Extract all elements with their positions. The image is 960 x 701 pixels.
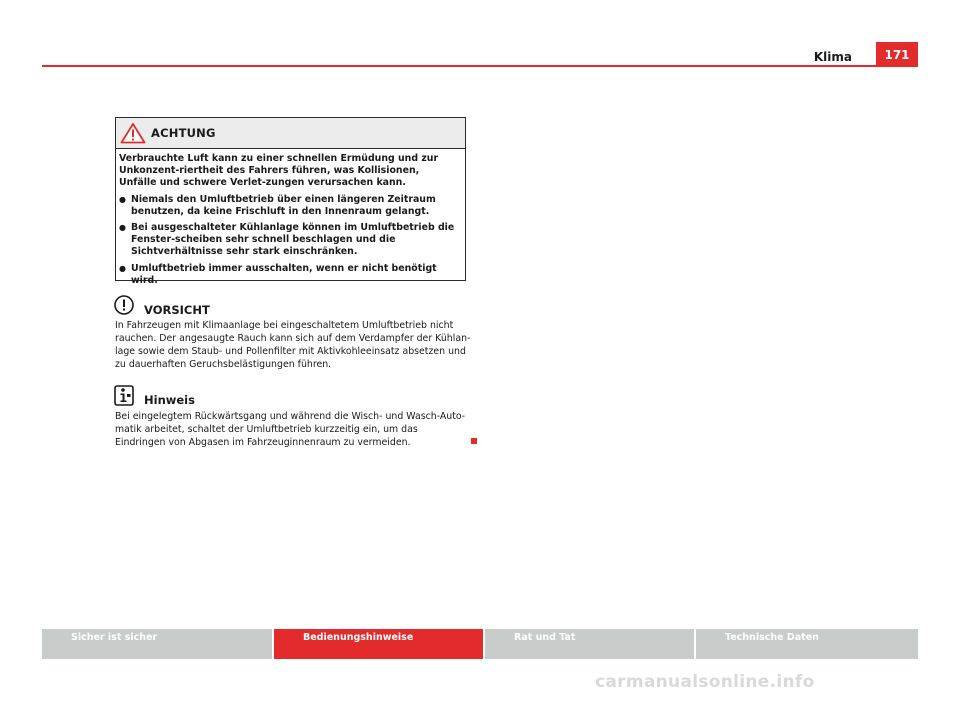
caution-title: VORSICHT [144, 303, 210, 317]
list-item [119, 222, 459, 259]
watermark-text: carmanualsonline.info [595, 672, 815, 692]
bullet-text: Bei ausgeschalteter Kühlanlage können im Umluftbetrieb die Fenster-scheiben sehr schnell beschlagen und die Sichtverhältnisse sehr stark einschränken. [131, 222, 455, 258]
warning-title: ACHTUNG [151, 126, 216, 140]
nav-tab-sicher-ist-sicher[interactable]: Sicher ist sicher [42, 629, 272, 659]
warning-header [116, 118, 465, 149]
bullet-dot: ● [119, 194, 126, 204]
bullet-dot: ● [119, 223, 126, 233]
list-item [119, 194, 459, 218]
warning-box [115, 117, 466, 286]
info-note-icon [114, 385, 134, 406]
caution-exclamation-icon [114, 295, 134, 315]
warning-triangle-icon [120, 122, 146, 144]
bullet-text: Niemals den Umluftbetrieb über einen längeren Zeitraum benutzen, da keine Frischluft in den Innenraum gelangt. [131, 193, 436, 217]
header-rule [42, 65, 918, 67]
list-item [119, 263, 459, 287]
section-end-marker [471, 438, 477, 444]
warning-intro: Verbrauchte Luft kann zu einer schnellen Ermüdung und zur Unkonzent-riertheit des Fahrers führen, was Kollisionen, Unfälle und schwere Verlet-zungen verursachen kann. [119, 153, 439, 189]
page-number-badge: 171 [876, 42, 918, 67]
section-title: Klima [813, 50, 852, 64]
warning-body [116, 149, 465, 287]
bullet-dot: ● [119, 263, 126, 273]
nav-tab-rat-und-tat[interactable]: Rat und Tat [485, 629, 694, 659]
caution-text: In Fahrzeugen mit Klimaanlage bei eingeschaltetem Umluftbetrieb nicht rauchen. Der angesaugte Rauch kann sich auf dem Verdampfer der Kühlan-lage sowie dem Staub- und Pollenfilter mit Aktivkohleeinsatz absetzen und zu dauerhaften Geruchsbelästigungen führen. [115, 320, 471, 370]
footer-navigation [42, 629, 918, 659]
bullet-text: Umluftbetrieb immer ausschalten, wenn er nicht benötigt wird. [131, 262, 437, 286]
nav-tab-bedienungshinweise[interactable]: Bedienungshinweise [274, 629, 483, 659]
note-title: Hinweis [144, 393, 195, 407]
nav-tab-technische-daten[interactable]: Technische Daten [696, 629, 918, 659]
note-text: Bei eingelegtem Rückwärtsgang und während die Wisch- und Wasch-Auto-matik arbeitet, schaltet der Umluftbetrieb kurzzeitig ein, um das Eindringen von Abgasen im Fahrzeuginnenraum zu vermeiden. [115, 411, 466, 448]
